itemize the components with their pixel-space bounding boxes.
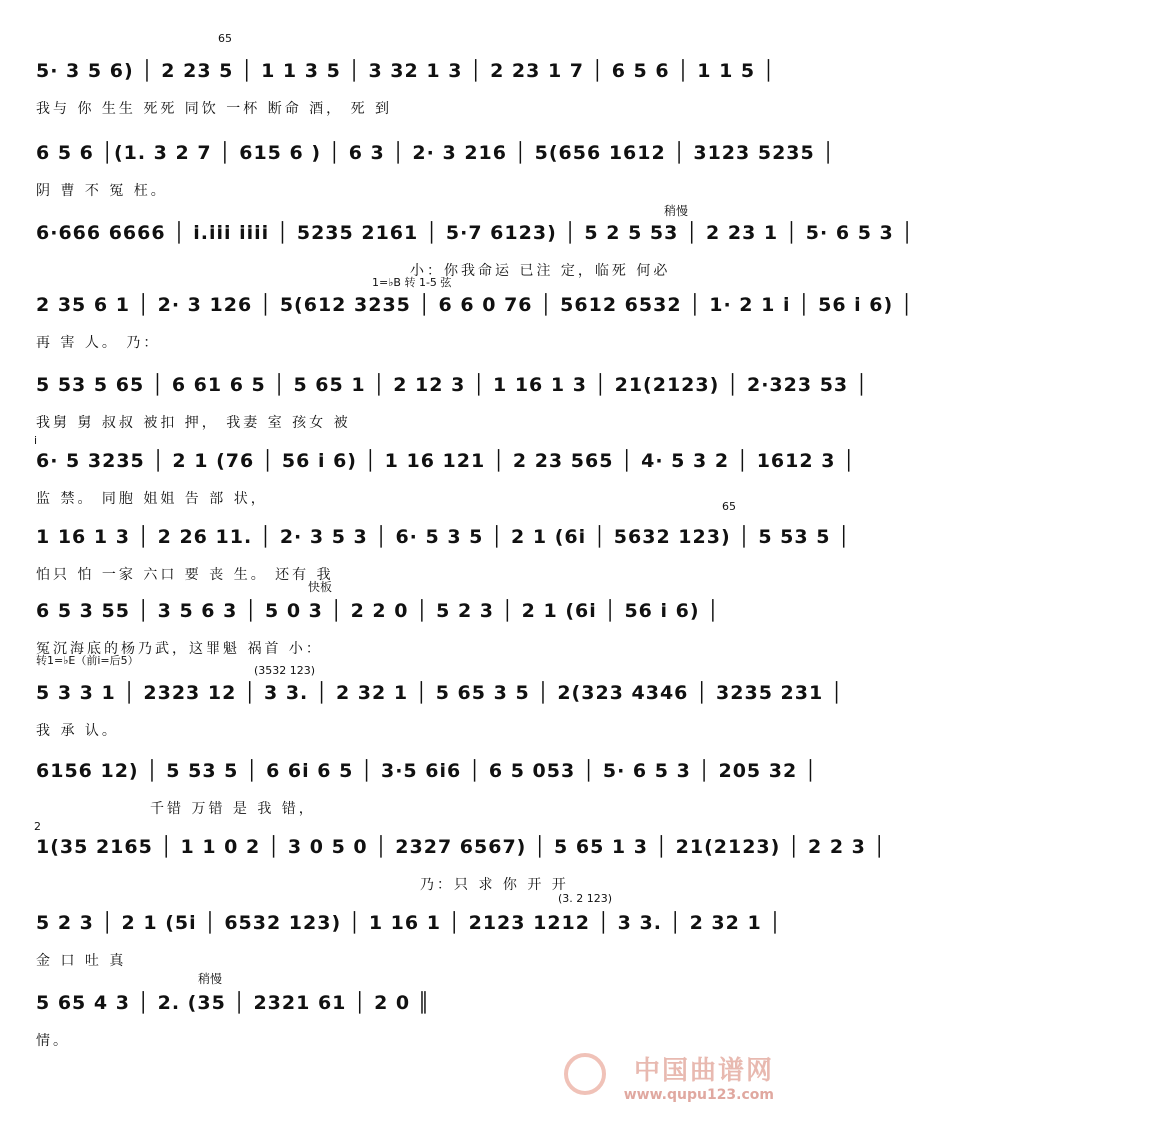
lyrics-line-10: 千错 万错 是 我 错， [150,801,316,817]
key-change-2: 转1=♭E（前i=后5） [36,654,139,667]
lyrics-line-3: 小：你我命运 已注 定，临死 何必 [410,263,671,279]
lyrics-line-2: 阴 曹 不 冤 枉。 [36,183,168,199]
notation-line-13: 5 65 4 3 │ 2. (35 │ 2321 61 │ 2 0 ║ [36,992,431,1014]
lyrics-line-8: 冤沉海底的杨乃武，这罪魁 祸首 小： [36,641,323,657]
notation-line-4: 2 35 6 1 │ 2· 3 126 │ 5(612 3235 │ 6 6 0 76 │ 5612 6532 │ 1· 2 1 i │ 56 i 6) │ [36,294,914,316]
lyrics-line-12: 金 口 吐 真 [36,953,127,969]
watermark-title: 中国曲谱网 [633,1056,774,1086]
tempo-marking-slow-2: 稍慢 [198,972,223,986]
tempo-marking-fast: 快板 [308,580,333,594]
lyrics-line-7: 怕只 怕 一家 六口 要 丧 生。 还有 我 [36,567,334,583]
notation-line-3: 6·666 6666 │ i.iii iiii │ 5235 2161 │ 5·7 6123) │ 5 2 5 53 │ 2 23 1 │ 5· 6 5 3 │ [36,222,914,244]
grace-note-65-a: 65 [218,32,232,45]
watermark [624,1050,774,1103]
watermark-url: www.qupu123.com [623,1087,774,1103]
lyrics-line-4: 再 害 人。 乃： [36,335,161,351]
watermark-logo-icon [564,1053,606,1095]
notation-line-5: 5 53 5 65 │ 6 61 6 5 │ 5 65 1 │ 2 12 3 │ 1 16 1 3 │ 21(2123) │ 2·323 53 │ [36,374,869,396]
lyrics-line-6: 监 禁。 同胞 姐姐 告 部 状， [36,491,268,507]
tempo-marking-slow-1: 稍慢 [664,204,689,218]
notation-line-8: 6 5 3 55 │ 3 5 6 3 │ 5 0 3 │ 2 2 0 │ 5 2 3 │ 2 1 (6i │ 56 i 6) │ [36,600,720,622]
grace-note-i: i [34,434,38,447]
key-change-1: 1=♭B 转 1-5 弦 [372,276,452,289]
notation-line-6: 6· 5 3235 │ 2 1 (76 │ 56 i 6) │ 1 16 121 │ 2 23 565 │ 4· 5 3 2 │ 1612 3 │ [36,450,856,472]
lyrics-line-1: 我与 你 生生 死死 同饮 一杯 断命 酒， 死 到 [36,101,393,117]
notation-line-9: 5 3 3 1 │ 2323 12 │ 3 3. │ 2 32 1 │ 5 65 3 5 │ 2(323 4346 │ 3235 231 │ [36,682,844,704]
notation-line-1: 5· 3 5 6) │ 2 23 5 │ 1 1 3 5 │ 3 32 1 3 │ 2 23 1 7 │ 6 5 6 │ 1 1 5 │ [36,60,776,82]
lyrics-line-11: 乃：只 求 你 开 开 [420,877,569,893]
notation-line-11: 1(35 2165 │ 1 1 0 2 │ 3 0 5 0 │ 2327 6567) │ 5 65 1 3 │ 21(2123) │ 2 2 3 │ [36,836,886,858]
grace-note-65-b: 65 [722,500,736,513]
notation-line-2: 6 5 6 │(1. 3 2 7 │ 615 6 ) │ 6 3 │ 2· 3 216 │ 5(656 1612 │ 3123 5235 │ [36,142,835,164]
notation-line-12: 5 2 3 │ 2 1 (5i │ 6532 123) │ 1 16 1 │ 2123 1212 │ 3 3. │ 2 32 1 │ [36,912,782,934]
notation-line-10: 6156 12) │ 5 53 5 │ 6 6i 6 5 │ 3·5 6i6 │ 6 5 053 │ 5· 6 5 3 │ 205 32 │ [36,760,818,782]
lyrics-line-9: 我 承 认。 [36,723,119,739]
grace-note-3532-123: (3532 123) [254,664,316,677]
grace-note-2: 2 [34,820,41,833]
notation-line-7: 1 16 1 3 │ 2 26 11. │ 2· 3 5 3 │ 6· 5 3 5 │ 2 1 (6i │ 5632 123) │ 5 53 5 │ [36,526,851,548]
grace-note-3-2-123: (3. 2 123) [558,892,613,905]
lyrics-line-13: 情。 [36,1033,70,1049]
lyrics-line-5: 我舅 舅 叔叔 被扣 押， 我妻 室 孩女 被 [36,415,351,431]
